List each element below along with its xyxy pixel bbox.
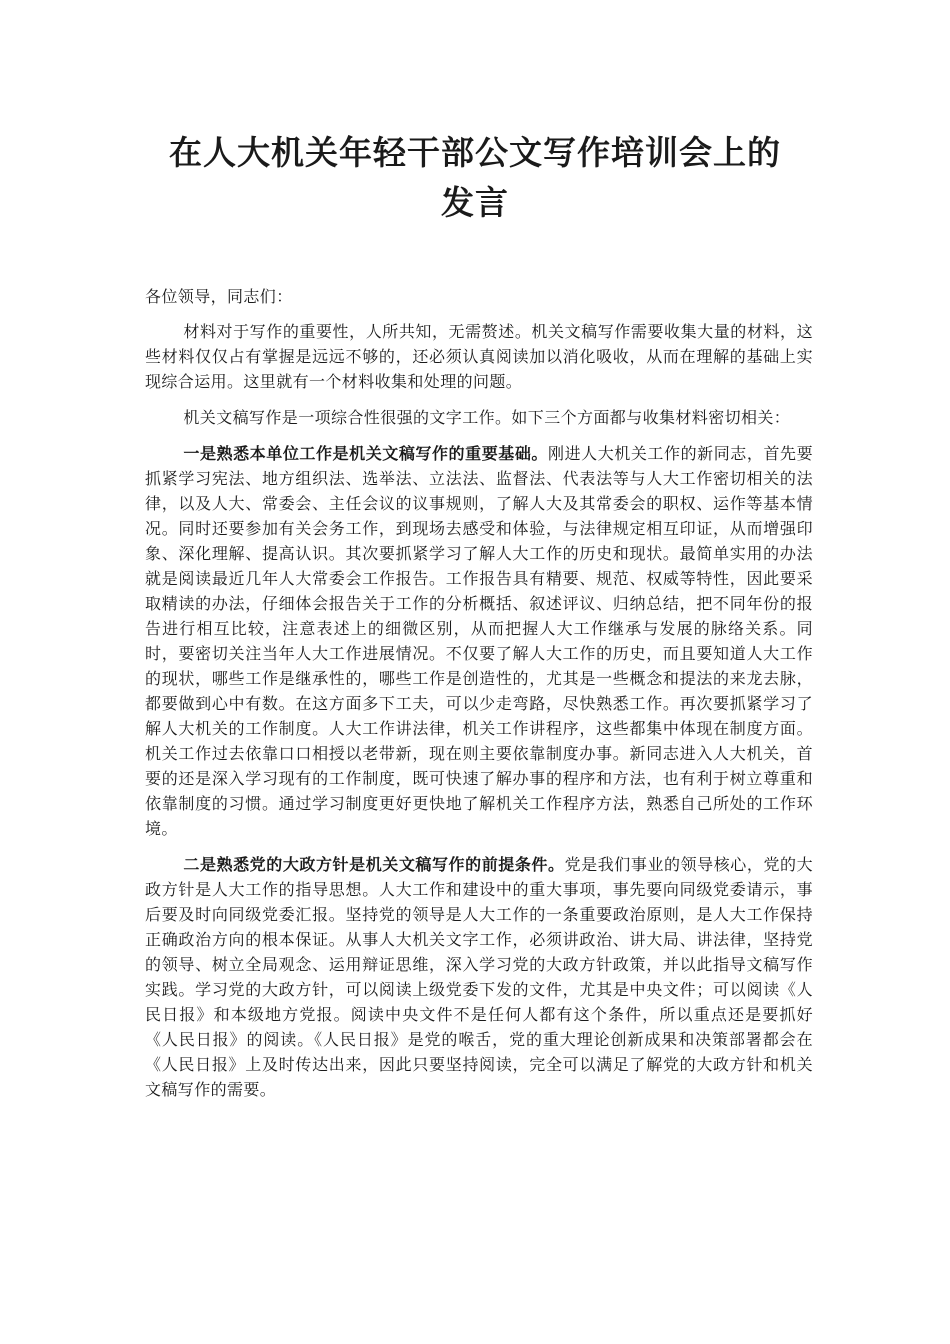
salutation: 各位领导，同志们：	[145, 287, 293, 306]
paragraph-point-two	[145, 852, 813, 1102]
paragraph-materials-importance: 材料对于写作的重要性，人所共知，无需赘述。机关文稿写作需要收集大量的材料，这些材料仅仅占有掌握是远远不够的，还必须认真阅读加以消化吸收，从而在理解的基础上实现综合运用。这里就有一个材料收集和处理的问题。	[145, 322, 813, 391]
point-two-heading: 二是熟悉党的大政方针是机关文稿写作的前提条件。	[183, 855, 565, 874]
document-title	[120, 128, 830, 228]
paragraph-three-aspects-intro: 机关文稿写作是一项综合性很强的文字工作。如下三个方面都与收集材料密切相关：	[183, 408, 791, 427]
point-two-body: 党是我们事业的领导核心，党的大政方针是人大工作的指导思想。人大工作和建设中的重大事项，事先要向同级党委请示，事后要及时向同级党委汇报。坚持党的领导是人大工作的一条重要政治原则，是人大工作保持正确政治方向的根本保证。从事人大机关文字工作，必须讲政治、讲大局、讲法律，坚持党的领导、树立全局观念、运用辩证思维，深入学习党的大政方针政策，并以此指导文稿写作实践。学习党的大政方针，可以阅读上级党委下发的文件，尤其是中央文件；可以阅读《人民日报》和本级地方党报。阅读中央文件不是任何人都有这个条件，所以重点还是要抓好《人民日报》的阅读。《人民日报》是党的喉舌，党的重大理论创新成果和决策部署都会在《人民日报》上及时传达出来，因此只要坚持阅读，完全可以满足了解党的大政方针和机关文稿写作的需要。	[145, 855, 813, 1099]
paragraph-point-one	[145, 441, 813, 841]
title-line-1: 在人大机关年轻干部公文写作培训会上的	[169, 133, 781, 172]
title-line-2: 发言	[441, 183, 509, 222]
point-one-body: 刚进人大机关工作的新同志，首先要抓紧学习宪法、地方组织法、选举法、立法法、监督法、代表法等与人大工作密切相关的法律，以及人大、常委会、主任会议的议事规则，了解人大及其常委会的职权、运作等基本情况。同时还要参加有关会务工作，到现场去感受和体验，与法律规定相互印证，从而增强印象、深化理解、提高认识。其次要抓紧学习了解人大工作的历史和现状。最简单实用的办法就是阅读最近几年人大常委会工作报告。工作报告具有精要、规范、权威等特性，因此要采取精读的办法，仔细体会报告关于工作的分析概括、叙述评议、归纳总结，把不同年份的报告进行相互比较，注意表述上的细微区别，从而把握人大工作继承与发展的脉络关系。同时，要密切关注当年人大工作进展情况。不仅要了解人大工作的历史，而且要知道人大工作的现状，哪些工作是继承性的，哪些工作是创造性的，尤其是一些概念和提法的来龙去脉，都要做到心中有数。在这方面多下工夫，可以少走弯路，尽快熟悉工作。再次要抓紧学习了解人大机关的工作制度。人大工作讲法律，机关工作讲程序，这些都集中体现在制度方面。机关工作过去依靠口口相授以老带新，现在则主要依靠制度办事。新同志进入人大机关，首要的还是深入学习现有的工作制度，既可快速了解办事的程序和方法，也有利于树立尊重和依靠制度的习惯。通过学习制度更好更快地了解机关工作程序方法，熟悉自己所处的工作环境。	[145, 444, 813, 838]
document-body	[145, 284, 813, 1113]
point-one-heading: 一是熟悉本单位工作是机关文稿写作的重要基础。	[183, 444, 548, 463]
